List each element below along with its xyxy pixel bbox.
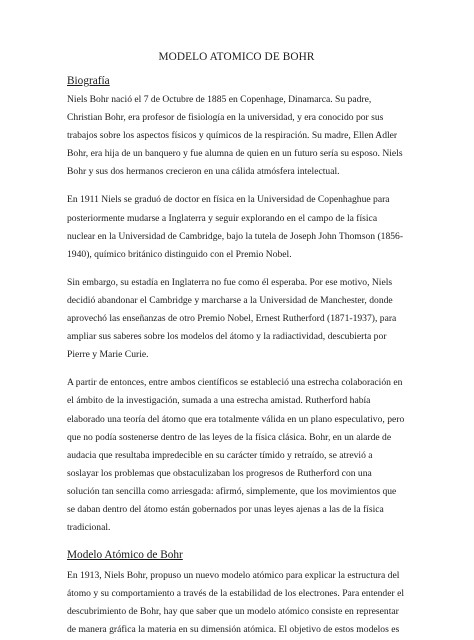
document-title: MODELO ATOMICO DE BOHR xyxy=(158,51,315,63)
paragraph-biografia-1: Niels Bohr nació el 7 de Octubre de 1885 en Copenhage, Dinamarca. Su padre, Christian Bohr, era profesor de fisiología en la universidad, y era conocido por sus trabajos sobre los aspectos físicos y químicos de la respiración. Su madre, Ellen Adler Bohr, era hija de un banquero y fue alumna de quien en un futuro sería su esposo. Niels Bohr y sus dos hermanos crecieron en una cálida atmósfera intelectual. xyxy=(67,94,403,178)
section-heading-modelo-atomico: Modelo Atómico de Bohr xyxy=(67,549,183,562)
paragraph-biografia-3: Sin embargo, su estadía en Inglaterra no fue como él esperaba. Por ese motivo, Niels decidió abandonar el Cambridge y marcharse a la Universidad de Manchester, donde aprovechó las enseñanzas de otro Premio Nobel, Ernest Rutherford (1871-1937), para ampliar sus saberes sobre los modelos del átomo y la radiactividad, descubierta por Pierre y Marie Curie. xyxy=(67,276,397,361)
section-heading-biografia: Biografía xyxy=(67,75,110,87)
paragraph-biografia-4: A partir de entonces, entre ambos científicos se estableció una estrecha colaboración en el ámbito de la investigación, sumada a una estrecha amistad. Rutherford había elaborado una teoría del átomo que era totalmente válida en un plano especulativo, pero que no podía sostenerse dentro de las leyes de la física clásica. Bohr, en un alarde de audacia que resultaba impredecible en su carácter tímido y retraído, se atrevió a soslayar los problemas que obstaculizaban los progresos de Rutherford con una solución tan sencilla como arriesgada: afirmó, simplemente, que los movimientos que se daban dentro del átomo están gobernados por unas leyes ajenas a las de la física tradicional. xyxy=(67,377,405,534)
paragraph-biografia-2: En 1911 Niels se graduó de doctor en física en la Universidad de Copenhaghue para posteriormente mudarse a Inglaterra y seguir explorando en el campo de la física nuclear en la Universidad de Cambridge, bajo la tutela de Joseph John Thomson (1856-1940), químico británico distinguido con el Premio Nobel. xyxy=(67,194,404,260)
paragraph-modelo-1: En 1913, Niels Bohr, propuso un nuevo modelo atómico para explicar la estructura del átomo y su comportamiento a través de la estabilidad de los electrones. Para entender el descubrimiento de Bohr, hay que saber que un modelo atómico consiste en representar de manera gráfica la materia en su dimensión atómica. El objetivo de estos modelos es xyxy=(67,570,404,636)
